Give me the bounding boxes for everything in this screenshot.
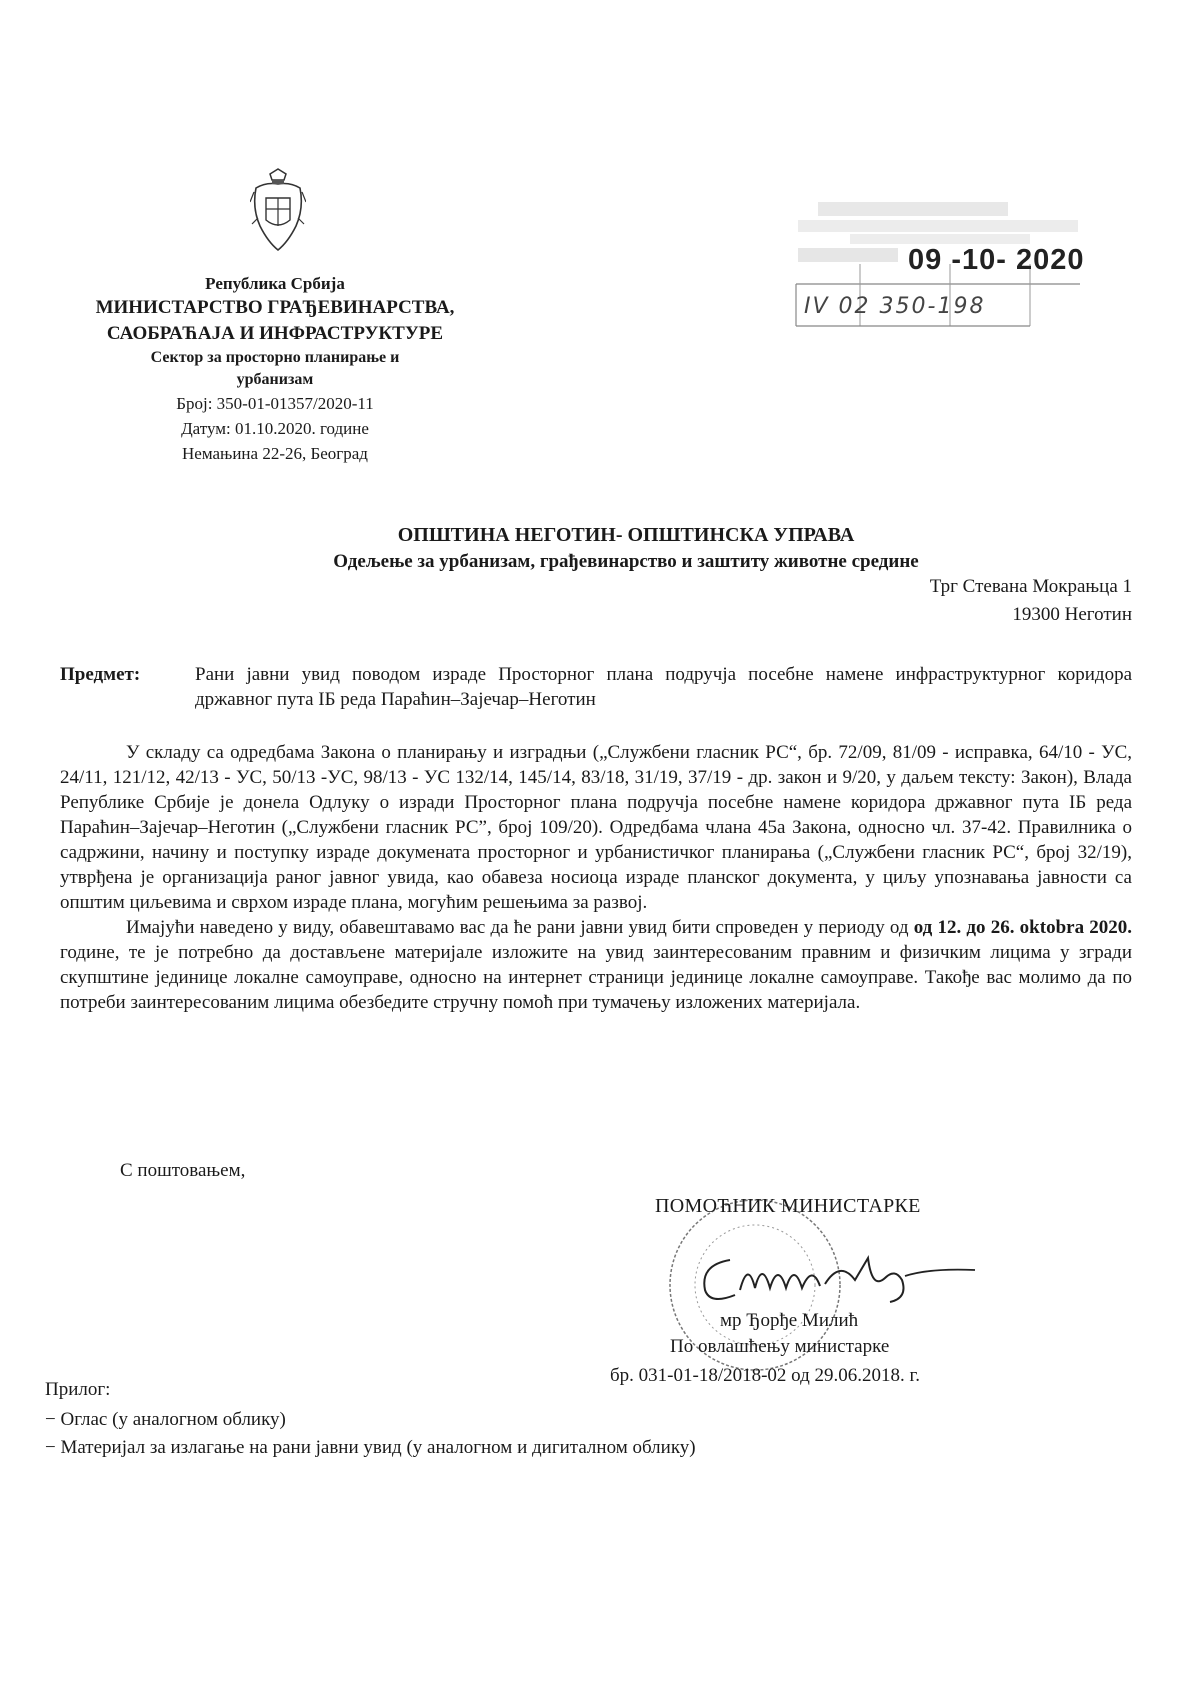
recipient-department: Одељење за урбанизам, грађевинарство и заштиту животне средине <box>333 551 919 572</box>
attachments-block <box>45 1376 696 1462</box>
attachments-label: Прилог: <box>45 1379 111 1400</box>
coat-of-arms-icon <box>250 168 306 252</box>
sender-ministry-line2: САОБРАЋАЈА И ИНФРАСТРУКТУРЕ <box>106 323 444 344</box>
sender-sector-line2: урбанизам <box>236 371 314 388</box>
body-paragraph-2-end: године, те је потребно да достављене материјале изложите на увид заинтересованим правним и физичким лицима у згради скупштине јединице локалне самоуправе, односно на интернет страници јединице локалне самоуправе. Такође вас молимо да по потреби заинтересованим лицима обезбедите стручну помоћ при тумачењу изложених материјала. <box>60 942 1132 1013</box>
sender-ministry-line1: МИНИСТАРСТВО ГРАЂЕВИНАРСТВА, <box>95 297 455 318</box>
subject-block <box>60 662 1132 712</box>
signatory-title: ПОМОЋНИК МИНИСТАРКЕ <box>655 1195 921 1217</box>
authorization-reference: бр. 031-01-18/2018-02 од 29.06.2018. г. <box>610 1365 920 1386</box>
subject-label: Предмет: <box>60 664 141 685</box>
letter-body <box>60 740 1132 1015</box>
recipient-name: ОПШТИНА НЕГОТИН- ОПШТИНСКА УПРАВА <box>397 524 855 546</box>
document-number: Број: 350-01-01357/2020-11 <box>176 394 374 413</box>
receipt-stamp <box>790 200 1090 330</box>
attachments-list <box>45 1406 696 1462</box>
inspection-period: од 12. до 26. oktobra 2020. <box>913 917 1133 938</box>
signatory-name: мр Ђорђе Милић <box>720 1310 859 1331</box>
recipient-address1: Трг Стевана Мокрањца 1 <box>929 576 1132 597</box>
stamp-date: 09 -10- 2020 <box>908 244 1085 276</box>
attachment-item: − Оглас (у аналогном облику) <box>45 1406 696 1434</box>
document-date: Датум: 01.10.2020. године <box>181 419 369 438</box>
sender-sector-line1: Сектор за просторно планирање и <box>150 349 400 366</box>
subject-text: Рани јавни увид поводом израде Просторног плана подручја посебне намене инфраструктурног коридора државног пута IБ реда Параћин–Зајечар–Неготин <box>195 664 1132 710</box>
body-paragraph-2 <box>60 915 1132 1015</box>
body-paragraph-2-start: Имајући наведено у виду, обавештавамо вас да ће рани јавни увид бити спроведен у периоду од <box>126 917 909 938</box>
sender-country: Република Србија <box>205 274 345 293</box>
attachment-item: − Материјал за излагање на рани јавни увид (у аналогном и дигиталном облику) <box>45 1434 696 1462</box>
body-paragraph-1: У складу са одредбама Закона о планирању и изградњи („Службени гласник РС“, бр. 72/09, 81/09 - исправка, 64/10 - УС, 24/11, 121/12, 42/13 - УС, 50/13 -УС, 98/13 - УС 132/14, 145/14, 83/18, 31/19, 37/19 - др. закон и 9/20, у даљем тексту: Закон), Влада Републике Србије је донела Одлуку о изради Просторног плана подручја посебне намене коридора државног пута IБ реда Параћин–Зајечар–Неготин („Службени гласник РС”, број 109/20). Одредбама члана 45а Закона, односно чл. 37-42. Правилника о садржини, начину и поступку израде докумената просторног и урбанистичког планирања („Службени гласник РС“, број 32/19), утврђена је организација раног јавног увида, као обавеза носиоца израде планског документа, у циљу упознавања јавности са општим циљевима и сврхом израде плана, могућим решењима за развој. <box>60 742 1132 913</box>
recipient-block <box>60 524 1132 629</box>
recipient-address2: 19300 Неготин <box>1012 604 1132 625</box>
signatory-authorization: По овлашћењу министарке <box>670 1336 890 1357</box>
handwritten-signature-icon <box>690 1240 980 1310</box>
sender-address: Немањина 22-26, Београд <box>182 444 368 463</box>
sender-block <box>60 272 490 466</box>
greeting: С поштовањем, <box>120 1160 246 1181</box>
stamp-number: IV 02 350-198 <box>804 294 986 319</box>
